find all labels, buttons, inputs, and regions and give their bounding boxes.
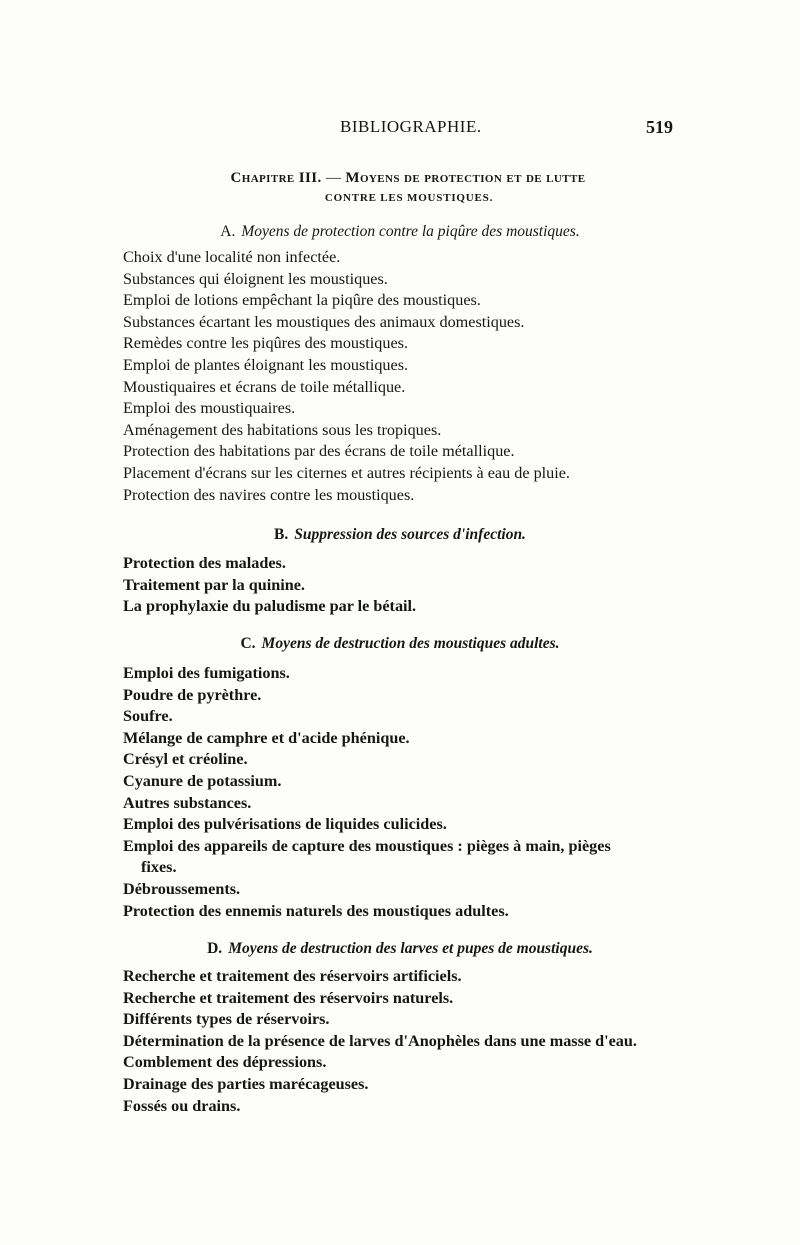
list-item: Emploi des fumigations. — [123, 664, 290, 682]
list-item: Emploi de plantes éloignant les moustiques. — [123, 355, 409, 374]
section-d-title — [0, 940, 800, 958]
section-c-list — [123, 663, 683, 922]
chapter-label: Chapitre III. — [230, 170, 322, 186]
section-b-list — [123, 553, 683, 618]
list-item: Protection des ennemis naturels des moustiques adultes. — [123, 901, 509, 920]
list-item: Recherche et traitement des réservoirs artificiels. — [123, 967, 462, 985]
section-d-heading: Moyens de destruction des larves et pupes de moustiques. — [228, 940, 593, 957]
running-head-title: BIBLIOGRAPHIE. — [340, 117, 482, 136]
section-a-heading: Moyens de protection contre la piqûre des moustiques. — [241, 223, 580, 240]
list-item: Emploi des moustiquaires. — [123, 399, 296, 418]
section-a-title — [0, 223, 800, 241]
list-item: La prophylaxie du paludisme par le bétail. — [123, 597, 417, 616]
list-item: Soufre. — [123, 707, 173, 726]
list-item: Mélange de camphre et d'acide phénique. — [123, 728, 410, 747]
list-item: Fossés ou drains. — [123, 1096, 241, 1115]
page-number: 519 — [646, 117, 673, 137]
section-c-letter: C. — [240, 635, 256, 652]
list-item: Emploi des appareils de capture des moustiques : pièges à main, pièges — [123, 836, 611, 855]
section-a-letter: A. — [220, 223, 236, 240]
list-item: Cyanure de potassium. — [123, 771, 282, 790]
section-c-title — [0, 635, 800, 653]
list-item: Aménagement des habitations sous les tropiques. — [123, 420, 442, 439]
list-item: Choix d'une localité non infectée. — [123, 248, 341, 266]
section-b-letter: B. — [274, 526, 289, 543]
chapter-heading-line1 — [16, 170, 800, 187]
list-item: Recherche et traitement des réservoirs naturels. — [123, 988, 454, 1007]
list-item: Drainage des parties marécageuses. — [123, 1074, 369, 1093]
list-item: Substances qui éloignent les moustiques. — [123, 269, 388, 288]
list-item: Différents types de réservoirs. — [123, 1010, 330, 1029]
list-item: Protection des malades. — [123, 554, 286, 572]
chapter-dash: — — [325, 170, 342, 186]
list-item: Moustiquaires et écrans de toile métallique. — [123, 377, 406, 396]
list-item: Emploi de lotions empêchant la piqûre des moustiques. — [123, 291, 481, 310]
section-a-list — [123, 247, 683, 506]
section-d-list — [123, 966, 683, 1117]
list-item: Protection des navires contre les moustiques. — [123, 485, 415, 504]
list-item: Poudre de pyrèthre. — [123, 685, 262, 704]
list-item: Traitement par la quinine. — [123, 575, 305, 594]
list-item-continuation: fixes. — [141, 858, 177, 877]
list-item: Substances écartant les moustiques des animaux domestiques. — [123, 312, 525, 331]
list-item: Emploi des pulvérisations de liquides culicides. — [123, 815, 447, 834]
list-item: Protection des habitations par des écrans de toile métallique. — [123, 442, 515, 461]
section-c-heading: Moyens de destruction des moustiques adultes. — [261, 635, 560, 652]
chapter-heading — [0, 170, 800, 204]
list-item: Crésyl et créoline. — [123, 750, 248, 769]
list-item: Comblement des dépressions. — [123, 1053, 327, 1072]
list-item: Placement d'écrans sur les citernes et autres récipients à eau de pluie. — [123, 463, 570, 482]
list-item: Débroussements. — [123, 879, 241, 898]
list-item: Autres substances. — [123, 793, 252, 812]
list-item: Détermination de la présence de larves d'Anophèles dans une masse d'eau. — [123, 1031, 637, 1050]
section-b-title — [0, 526, 800, 544]
chapter-title: Moyens de protection et de lutte — [345, 170, 586, 186]
list-item: Remèdes contre les piqûres des moustiques. — [123, 334, 409, 353]
running-head — [0, 117, 800, 141]
section-b-heading: Suppression des sources d'infection. — [294, 526, 526, 543]
section-d-letter: D. — [207, 940, 223, 957]
chapter-title-line2: CONTRE LES MOUSTIQUES. — [324, 192, 494, 204]
